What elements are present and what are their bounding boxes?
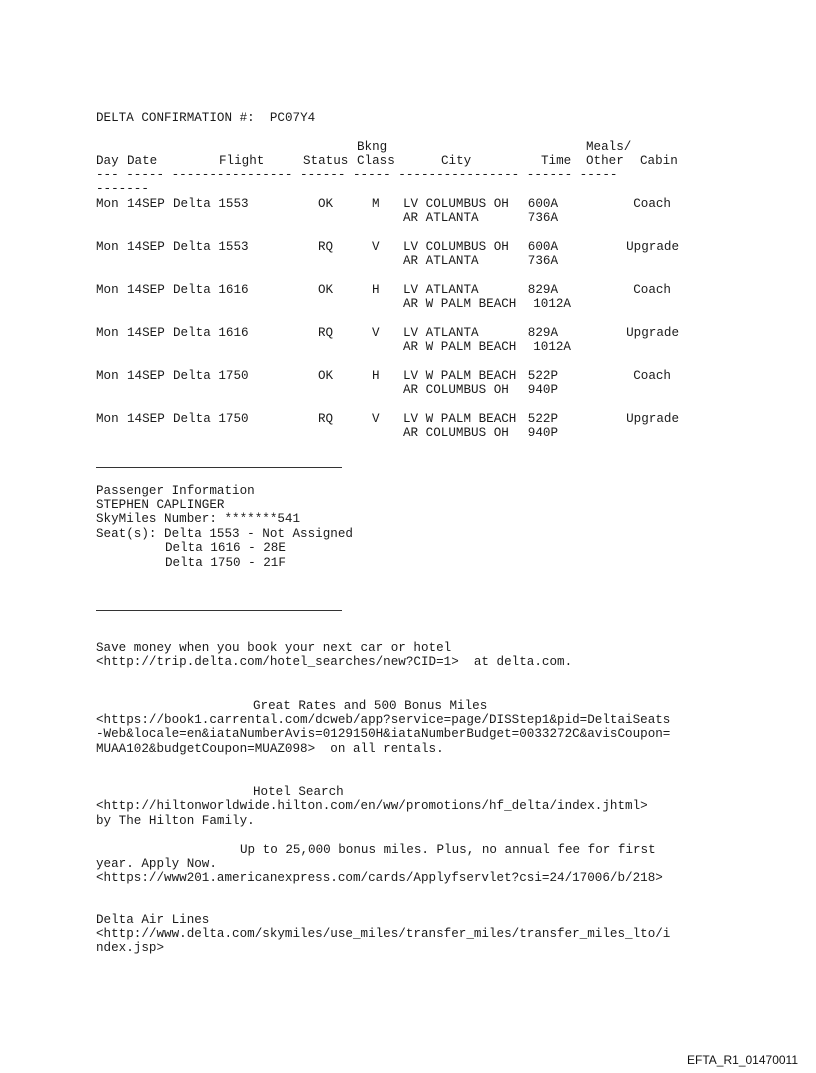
row-depart-city: LV COLUMBUS OH [403, 197, 509, 211]
row-status: OK [318, 369, 334, 383]
row-cabin: Coach [633, 197, 671, 211]
promo-link[interactable]: <http://www.delta.com/skymiles/use_miles/transfer_miles/transfer_miles_lto/i [96, 927, 671, 941]
row-depart-city: LV ATLANTA [403, 326, 479, 340]
row-status: OK [318, 197, 334, 211]
row-arrive-time: 736A [527, 254, 558, 268]
promo-text: year. Apply Now. [96, 857, 217, 871]
row-cabin: Upgrade [626, 326, 679, 340]
row-arrive-city: AR ATLANTA [403, 254, 479, 268]
promo-text: by The Hilton Family. [96, 814, 255, 828]
promo-link[interactable]: <https://book1.carrental.com/dcweb/app?service=page/DISStep1&pid=DeltaiSeats [96, 713, 671, 727]
promo-title: Hotel Search [253, 785, 344, 799]
row-flight: Delta 1750 [173, 412, 249, 426]
row-cabin: Coach [633, 283, 671, 297]
row-arrive-time: 940P [527, 426, 558, 440]
row-arrive-time: 1012A [533, 340, 571, 354]
row-depart-time: 829A [527, 326, 558, 340]
skymiles-number: SkyMiles Number: *******541 [96, 512, 301, 526]
row-depart-city: LV W PALM BEACH [403, 369, 517, 383]
row-depart-time: 522P [527, 412, 558, 426]
header-meals: Meals/ [586, 140, 632, 154]
row-depart-city: LV COLUMBUS OH [403, 240, 509, 254]
row-date: 14SEP [127, 369, 165, 383]
row-flight: Delta 1750 [173, 369, 249, 383]
header-other: Other [586, 154, 624, 168]
row-date: 14SEP [127, 412, 165, 426]
row-status: RQ [318, 326, 334, 340]
row-arrive-time: 1012A [533, 297, 571, 311]
row-day: Mon [96, 369, 119, 383]
row-arrive-time: 940P [527, 383, 558, 397]
row-day: Mon [96, 283, 119, 297]
row-depart-city: LV W PALM BEACH [403, 412, 517, 426]
row-arrive-city: AR COLUMBUS OH [403, 383, 509, 397]
passenger-name: STEPHEN CAPLINGER [96, 498, 225, 512]
header-cabin: Cabin [640, 154, 678, 168]
promo-title: Great Rates and 500 Bonus Miles [253, 699, 488, 713]
row-date: 14SEP [127, 240, 165, 254]
header-bkng: Bkng [357, 140, 388, 154]
document-id: EFTA_R1_01470011 [687, 1053, 798, 1067]
header-flight: Flight [219, 154, 265, 168]
row-day: Mon [96, 326, 119, 340]
passenger-heading: Passenger Information [96, 484, 255, 498]
promo-link[interactable]: <http://hiltonworldwide.hilton.com/en/ww/promotions/hf_delta/index.jhtml> [96, 799, 648, 813]
header-divider-wrap: ------- [96, 182, 149, 196]
row-date: 14SEP [127, 326, 165, 340]
confirmation-code: PC07Y4 [269, 111, 316, 125]
row-status: RQ [318, 240, 334, 254]
header-time: Time [541, 154, 572, 168]
promo-link[interactable]: ndex.jsp> [96, 941, 165, 955]
header-status: Status [303, 154, 349, 168]
row-flight: Delta 1616 [173, 283, 249, 297]
confirmation-line [96, 111, 315, 126]
row-class: H [372, 283, 380, 297]
row-day: Mon [96, 240, 119, 254]
divider-rule [96, 610, 342, 611]
row-class: V [372, 326, 380, 340]
row-arrive-time: 736A [527, 211, 558, 225]
row-arrive-city: AR COLUMBUS OH [403, 426, 509, 440]
seat-line: Delta 1616 - 28E [165, 541, 286, 555]
header-class: Class [357, 154, 395, 168]
header-date: Date [127, 154, 158, 168]
row-date: 14SEP [127, 197, 165, 211]
row-cabin: Upgrade [626, 412, 679, 426]
row-arrive-city: AR W PALM BEACH [403, 340, 517, 354]
confirmation-label: DELTA CONFIRMATION #: [96, 111, 255, 125]
row-day: Mon [96, 412, 119, 426]
row-arrive-city: AR W PALM BEACH [403, 297, 517, 311]
row-depart-time: 522P [527, 369, 558, 383]
row-status: OK [318, 283, 334, 297]
seat-line: Delta 1750 - 21F [165, 556, 286, 570]
row-cabin: Coach [633, 369, 671, 383]
divider-rule [96, 467, 342, 468]
row-status: RQ [318, 412, 334, 426]
promo-link[interactable]: <https://www201.americanexpress.com/cards/Applyfservlet?csi=24/17006/b/218> [96, 871, 663, 885]
row-depart-city: LV ATLANTA [403, 283, 479, 297]
row-depart-time: 600A [527, 240, 558, 254]
row-cabin: Upgrade [626, 240, 679, 254]
row-flight: Delta 1553 [173, 197, 249, 211]
row-class: M [372, 197, 380, 211]
row-class: H [372, 369, 380, 383]
row-arrive-city: AR ATLANTA [403, 211, 479, 225]
promo-link[interactable]: MUAA102&budgetCoupon=MUAZ098> on all rentals. [96, 742, 444, 756]
promo-link[interactable]: -Web&locale=en&iataNumberAvis=0129150H&iataNumberBudget=0033272C&avisCoupon= [96, 727, 671, 741]
seat-line: Seat(s): Delta 1553 - Not Assigned [96, 527, 353, 541]
row-flight: Delta 1616 [173, 326, 249, 340]
header-divider: --- ----- ---------------- ------ ----- ---------------- ------ ----- [96, 168, 618, 182]
promo-text: Up to 25,000 bonus miles. Plus, no annual fee for first [240, 843, 656, 857]
promo-text: Save money when you book your next car or hotel [96, 641, 452, 655]
row-date: 14SEP [127, 283, 165, 297]
row-depart-time: 829A [527, 283, 558, 297]
row-depart-time: 600A [527, 197, 558, 211]
header-day: Day [96, 154, 119, 168]
header-city: City [441, 154, 472, 168]
promo-link[interactable]: <http://trip.delta.com/hotel_searches/new?CID=1> at delta.com. [96, 655, 573, 669]
row-flight: Delta 1553 [173, 240, 249, 254]
row-class: V [372, 240, 380, 254]
row-day: Mon [96, 197, 119, 211]
promo-title: Delta Air Lines [96, 913, 210, 927]
row-class: V [372, 412, 380, 426]
